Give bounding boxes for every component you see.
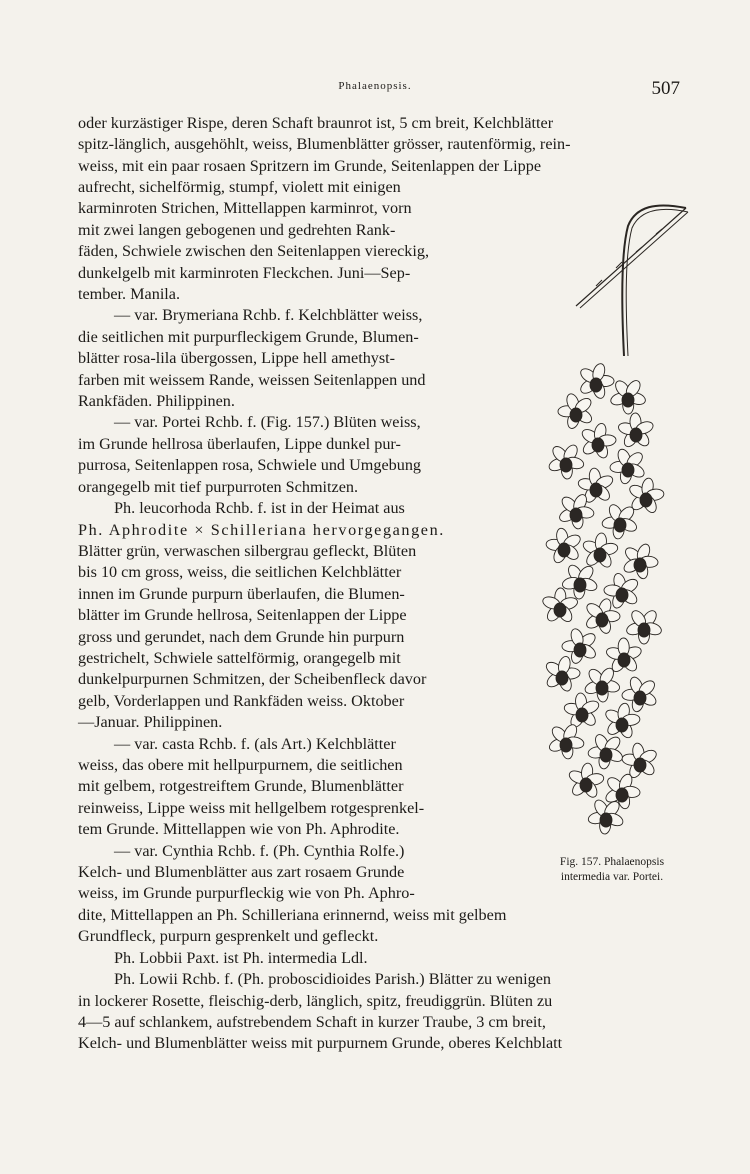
text-line: dunkelpurpurnen Schmitzen, der Scheibenfleck davor bbox=[78, 670, 427, 689]
orchid-flower bbox=[601, 503, 638, 540]
orchid-flower bbox=[609, 447, 646, 484]
orchid-flower bbox=[578, 362, 614, 400]
text-line: gross und gerundet, nach dem Grunde hin purpurn bbox=[78, 627, 405, 646]
orchid-flower bbox=[547, 443, 585, 480]
text-line: aufrecht, sichelförmig, stumpf, violett mit einigen bbox=[78, 178, 401, 196]
orchid-flower bbox=[558, 392, 594, 430]
orchid-flower bbox=[561, 563, 598, 600]
text-line: bis 10 cm gross, weiss, die seitlichen Kelchblätter bbox=[78, 563, 402, 582]
text-line: reinweiss, Lippe weiss mit hellgelbem rotgesprenkel- bbox=[78, 798, 425, 817]
orchid-flower bbox=[567, 762, 604, 799]
orchid-flower bbox=[563, 692, 600, 729]
entry-heading-leucorhoda: Ph. leucorhoda Rchb. f. ist in der Heimat aus bbox=[114, 499, 405, 518]
text-line: im Grunde hellrosa überlaufen, Lippe dunkel pur- bbox=[78, 434, 401, 453]
text-line: purrosa, Seitenlappen rosa, Schwiele und Umgebung bbox=[78, 456, 422, 475]
orchid-flower bbox=[580, 422, 617, 459]
text-line: blätter rosa-lila übergossen, Lippe hell amethyst- bbox=[78, 349, 396, 368]
text-line: —Januar. Philippinen. bbox=[78, 713, 223, 732]
text-line: dite, Mittellappen an Ph. Schilleriana erinnernd, weiss mit gelbem bbox=[78, 906, 507, 924]
orchid-flower bbox=[547, 723, 584, 760]
text-line: Kelch- und Blumenblätter weiss mit purpurnem Grunde, oberes Kelchblatt bbox=[78, 1034, 563, 1053]
text-line: weiss, im Grunde purpurfleckig wie von Ph. Aphro- bbox=[78, 884, 415, 903]
text-line: farben mit weissem Rande, weissen Seitenlappen und bbox=[78, 370, 426, 389]
text-line: gelb, Vorderlappen und Rankfäden weiss. Oktober bbox=[78, 691, 405, 710]
page-number: 507 bbox=[651, 78, 680, 99]
orchid-flower bbox=[625, 608, 663, 644]
entry-heading-var-cynthia: — var. Cynthia Rchb. f. (Ph. Cynthia Rolfe.) bbox=[114, 841, 405, 860]
entry-heading-var-casta: — var. casta Rchb. f. (als Art.) Kelchblätter bbox=[114, 734, 396, 753]
figure-caption bbox=[522, 855, 702, 885]
orchid-flower bbox=[622, 542, 659, 580]
orchid-flower bbox=[617, 413, 655, 449]
text-line: karminroten Strichen, Mittellappen karminrot, vorn bbox=[78, 199, 412, 218]
text-line: Blätter grün, verwaschen silbergrau gefleckt, Blüten bbox=[78, 541, 417, 560]
orchid-flower bbox=[587, 732, 624, 769]
running-head: Phalaenopsis. bbox=[338, 80, 412, 92]
text-line: mit gelbem, rotgestreiftem Grunde, Blumenblätter bbox=[78, 777, 404, 796]
orchid-flower bbox=[609, 378, 647, 414]
text-line: Grundfleck, purpurn gesprenkelt und gefleckt. bbox=[78, 927, 379, 946]
text-block-column bbox=[78, 177, 520, 905]
text-line: Kelch- und Blumenblätter aus zart rosaem Grunde bbox=[78, 863, 405, 881]
figure-caption-line: Fig. 157. Phalaenopsis bbox=[559, 856, 665, 868]
text-line: Rankfäden. Philippinen. bbox=[78, 392, 235, 411]
text-line: weiss, das obere mit hellpurpurnem, die seitlichen bbox=[78, 755, 403, 774]
text-line: tember. Manila. bbox=[78, 285, 181, 304]
text-line: oder kurzästiger Rispe, deren Schaft braunrot ist, 5 cm breit, Kelchblätter bbox=[78, 114, 554, 132]
text-line: in lockerer Rosette, fleischig-derb, länglich, spitz, freudiggrün. Blüten zu bbox=[78, 991, 553, 1010]
text-line: dunkelgelb mit karminroten Fleckchen. Juni—Sep- bbox=[78, 263, 411, 282]
text-line: 4—5 auf schlankem, aufstrebendem Schaft in kurzer Traube, 3 cm breit, bbox=[78, 1013, 546, 1032]
text-line: spitz-länglich, ausgehöhlt, weiss, Blumenblätter grösser, rautenförmig, rein- bbox=[78, 135, 571, 154]
entry-heading-lowii: Ph. Lowii Rchb. f. (Ph. proboscidioides Parish.) Blätter zu wenigen bbox=[114, 970, 551, 989]
orchid-flower bbox=[545, 527, 582, 564]
entry-heading-lobbii: Ph. Lobbii Paxt. ist Ph. intermedia Ldl. bbox=[114, 948, 368, 967]
text-line: fäden, Schwiele zwischen den Seitenlappen viereckig, bbox=[78, 242, 430, 261]
text-block-top bbox=[78, 113, 680, 177]
text-line: tem Grunde. Mittellappen wie von Ph. Aphrodite. bbox=[78, 820, 400, 839]
text-line: Ph. Aphrodite × Schilleriana hervorgegangen. bbox=[78, 520, 445, 539]
orchid-flower bbox=[541, 588, 579, 624]
text-line: weiss, mit ein paar rosaen Spritzern im Grunde, Seitenlappen der Lippe bbox=[78, 156, 542, 175]
text-line: mit zwei langen gebogenen und gedrehten Rank- bbox=[78, 220, 396, 239]
text-block-bottom bbox=[78, 905, 680, 1055]
text-line: innen im Grunde purpurn überlaufen, die Blumen- bbox=[78, 584, 405, 603]
orchid-illustration bbox=[536, 196, 696, 842]
figure-caption-line: intermedia var. Portei. bbox=[560, 871, 664, 883]
entry-heading-var-portei: — var. Portei Rchb. f. (Fig. 157.) Blüten weiss, bbox=[114, 413, 421, 432]
orchid-flower bbox=[581, 532, 618, 569]
text-line: die seitlichen mit purpurfleckigem Grunde, Blumen- bbox=[78, 327, 419, 346]
text-line: orangegelb mit tief purpurroten Schmitzen. bbox=[78, 477, 359, 496]
entry-heading-var-brymeriana: — var. Brymeriana Rchb. f. Kelchblätter weiss, bbox=[114, 306, 423, 325]
text-line: gestrichelt, Schwiele sattelförmig, orangegelb mit bbox=[78, 648, 401, 667]
text-line: blätter im Grunde hellrosa, Seitenlappen der Lippe bbox=[78, 606, 407, 625]
